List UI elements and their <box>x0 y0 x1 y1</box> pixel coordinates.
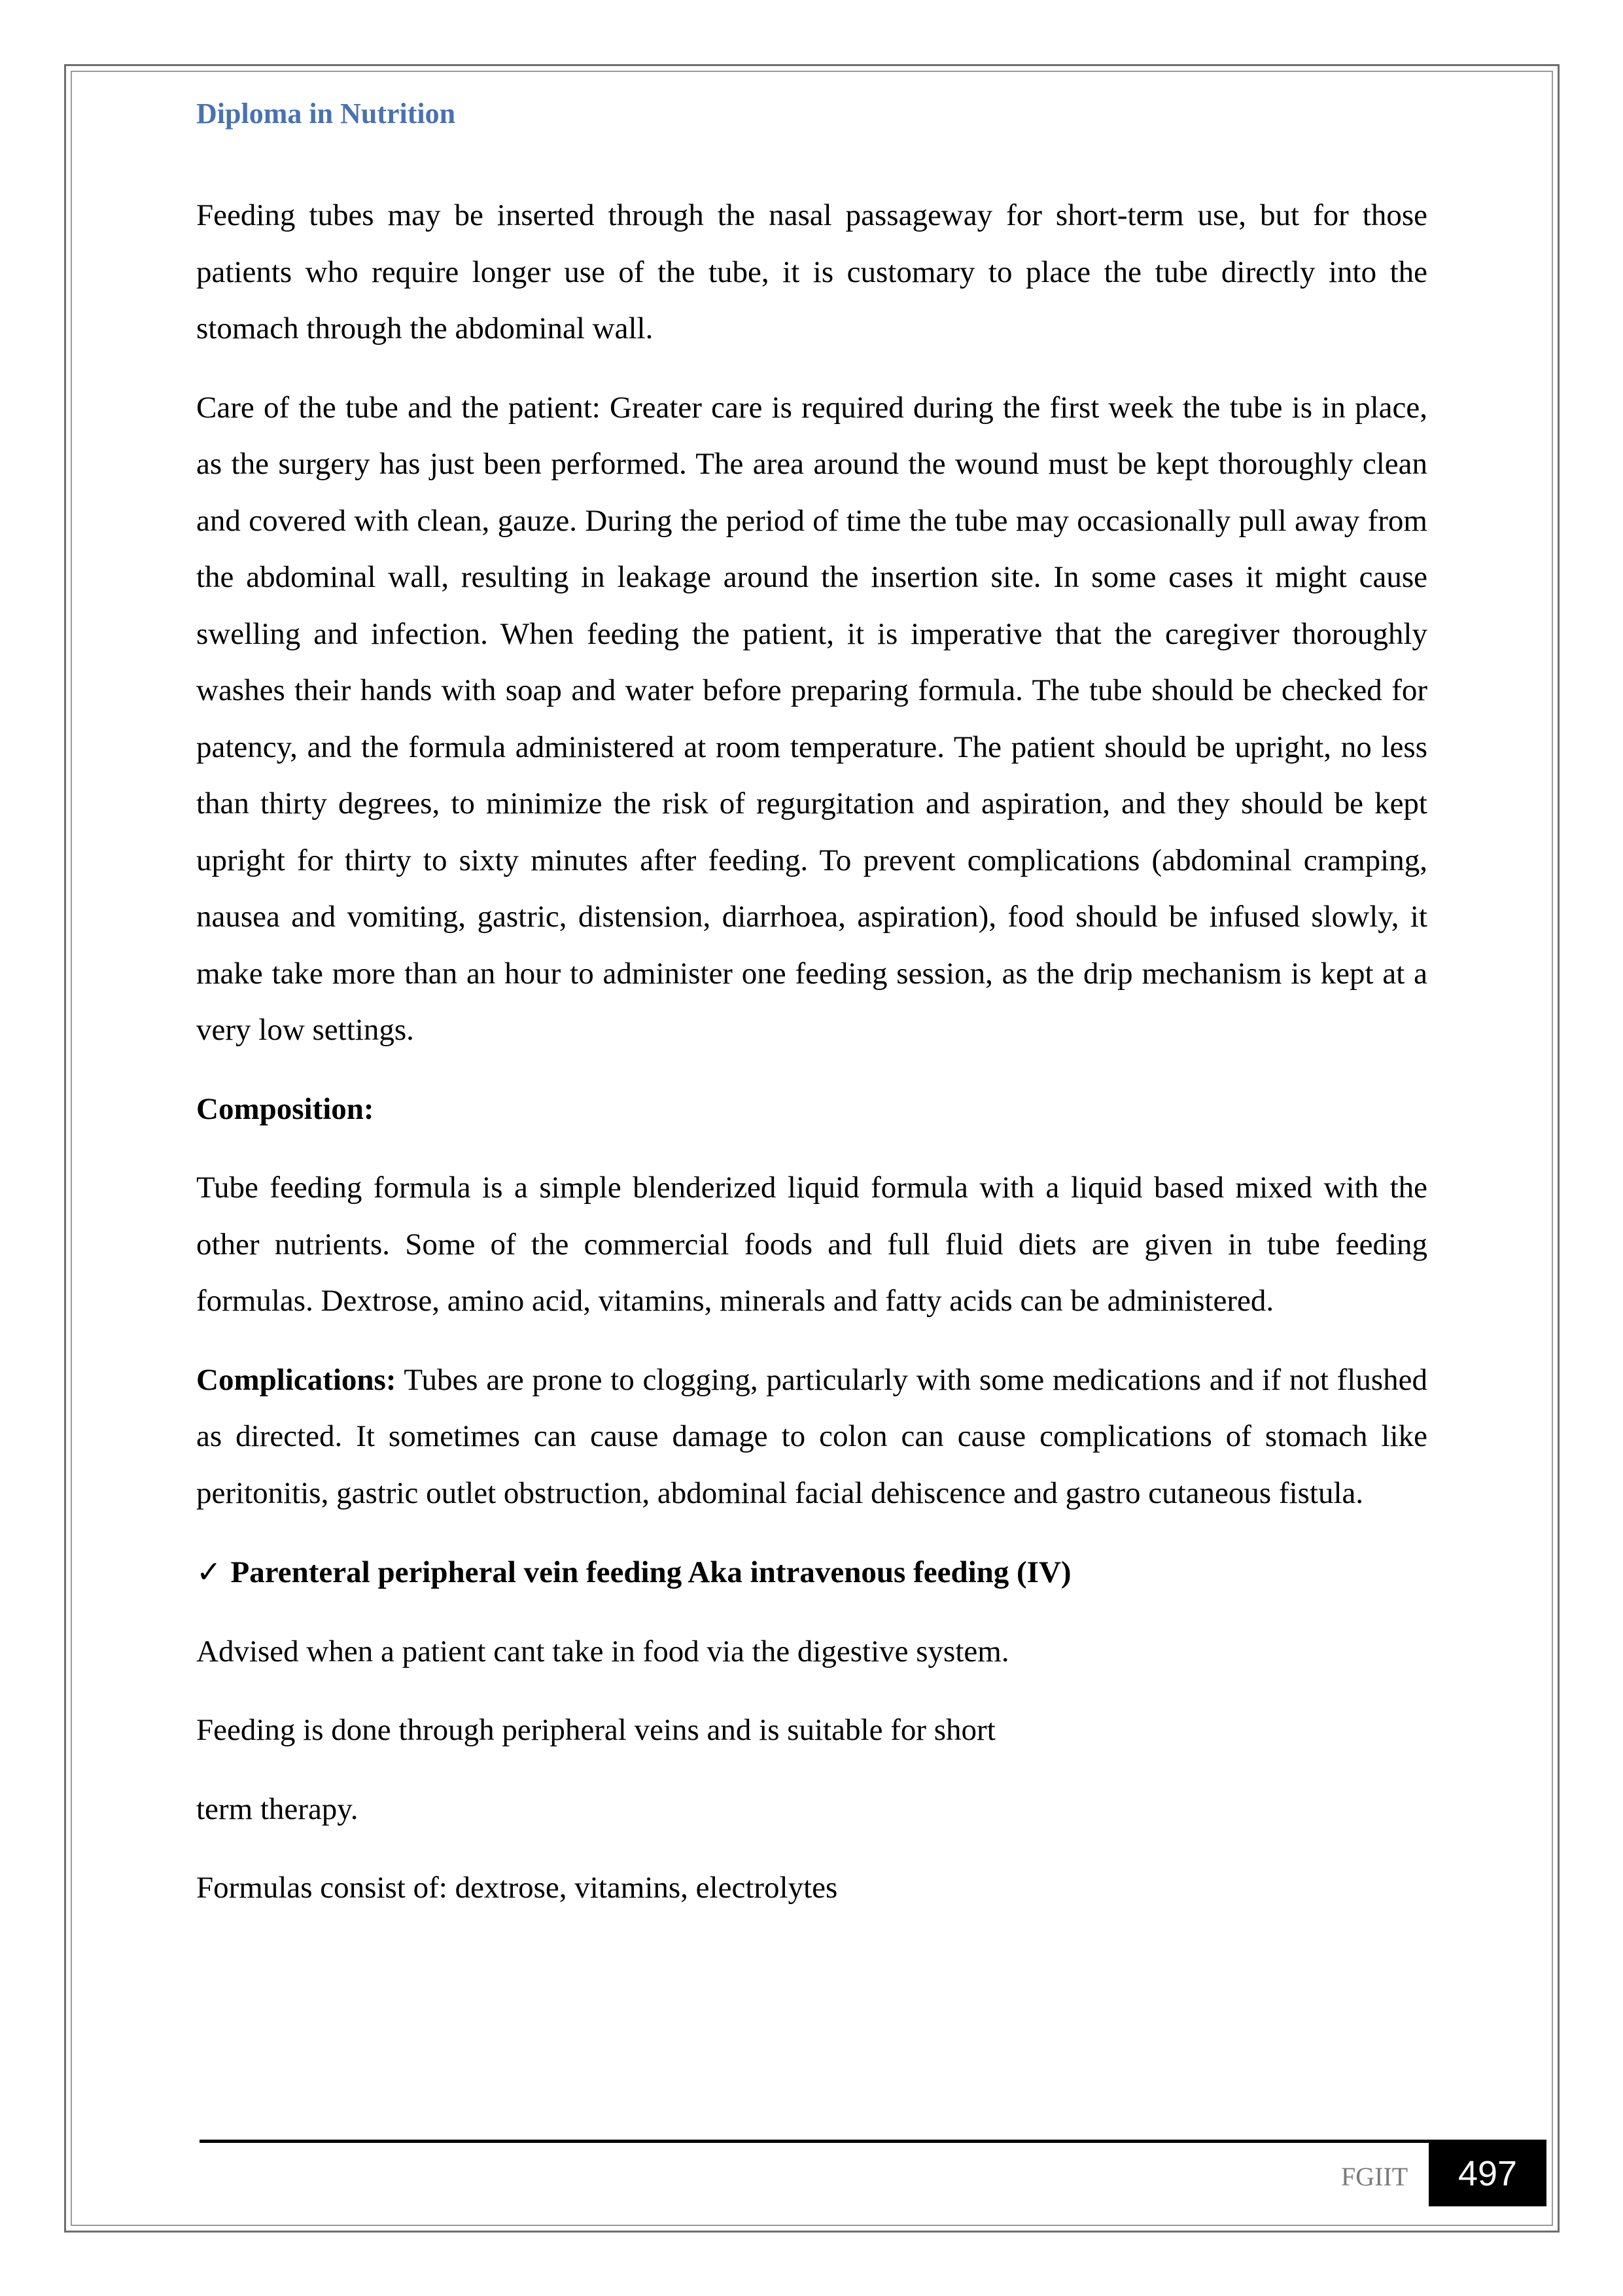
parenteral-heading-line <box>196 1544 1427 1601</box>
paragraph-parenteral-formulas: Formulas consist of: dextrose, vitamins, electrolytes <box>196 1871 838 1905</box>
paragraph-parenteral-advised: Advised when a patient cant take in food via the digestive system. <box>196 1634 1009 1669</box>
paragraph-parenteral-term: term therapy. <box>196 1792 358 1826</box>
complications-text: Tubes are prone to clogging, particularly with some medications and if not flushed as directed. It sometimes can cause damage to colon can cause complications of stomach like peritonitis, gastric outlet obstruction, abdominal facial dehiscence and gastro cutaneous fistula. <box>196 1362 1427 1510</box>
page-content <box>196 187 1427 1939</box>
parenteral-heading: Parenteral peripheral vein feeding Aka intravenous feeding (IV) <box>230 1555 1072 1589</box>
running-header-title: Diploma in Nutrition <box>196 97 456 130</box>
paragraph-feeding-tubes: Feeding tubes may be inserted through the nasal passageway for short-term use, but for those patients who require longer use of the tube, it is customary to place the tube directly into the stomach through the abdominal wall. <box>196 198 1427 345</box>
paragraph-tube-care: Care of the tube and the patient: Greater care is required during the first week the tube is in place, as the surgery has just been performed. The area around the wound must be kept thoroughly clean and covered with clean, gauze. During the period of time the tube may occasionally pull away from the abdominal wall, resulting in leakage around the insertion site. In some cases it might cause swelling and infection. When feeding the patient, it is imperative that the caregiver thoroughly washes their hands with soap and water before preparing formula. The tube should be checked for patency, and the formula administered at room temperature. The patient should be upright, no less than thirty degrees, to minimize the risk of regurgitation and aspiration, and they should be kept upright for thirty to sixty minutes after feeding. To prevent complications (abdominal cramping, nausea and vomiting, gastric, distension, diarrhoea, aspiration), food should be infused slowly, it make take more than an hour to administer one feeding session, as the drip mechanism is kept at a very low settings. <box>196 390 1427 1047</box>
footer-rule <box>200 2140 1546 2143</box>
paragraph-complications <box>196 1352 1427 1522</box>
page-number: 497 <box>1429 2141 1546 2206</box>
checkmark-icon: ✓ <box>196 1554 222 1589</box>
composition-heading: Composition: <box>196 1091 374 1126</box>
complications-label: Complications: <box>196 1362 396 1397</box>
footer-org: FGIIT <box>1341 2162 1408 2191</box>
paragraph-parenteral-veins: Feeding is done through peripheral veins and is suitable for short <box>196 1713 996 1747</box>
paragraph-composition: Tube feeding formula is a simple blenderized liquid formula with a liquid based mixed with the other nutrients. Some of the commercial foods and full fluid diets are given in tube feeding formulas. Dextrose, amino acid, vitamins, minerals and fatty acids can be administered. <box>196 1171 1427 1318</box>
